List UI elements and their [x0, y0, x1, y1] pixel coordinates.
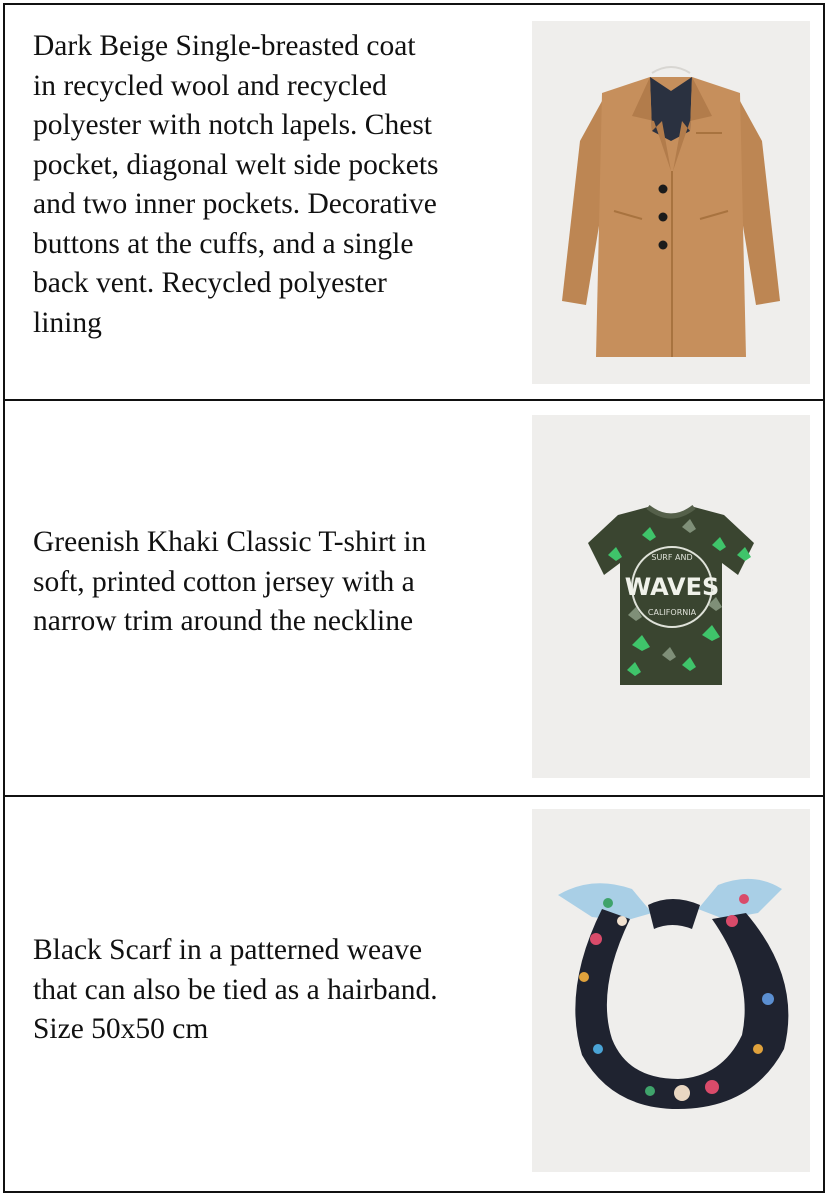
product-description: Black Scarf in a patterned weave that can also be tied as a hairband. Size 50x50 cm: [33, 934, 438, 1045]
coat-photo: [532, 21, 810, 384]
product-row: [5, 5, 823, 401]
product-description: Dark Beige Single-breasted coat in recycled wool and recycled polyester with notch lapels. Chest pocket, diagonal welt side pockets and two inner pockets. Decorative buttons at the cuffs, and a single back vent. Recycled polyester lining: [33, 30, 439, 339]
product-description: Greenish Khaki Classic T-shirt in soft, printed cotton jersey with a narrow trim around the neckline: [33, 526, 427, 637]
tshirt-print-main: WAVES: [624, 573, 720, 601]
scarf-photo: [532, 809, 810, 1172]
tshirt-print-bottom: CALIFORNIA: [647, 608, 697, 617]
tshirt-photo: [532, 415, 810, 778]
product-table: [3, 3, 825, 1193]
tshirt-print-top: SURF AND: [651, 553, 693, 562]
product-row: [5, 401, 823, 797]
product-row: [5, 797, 823, 1191]
